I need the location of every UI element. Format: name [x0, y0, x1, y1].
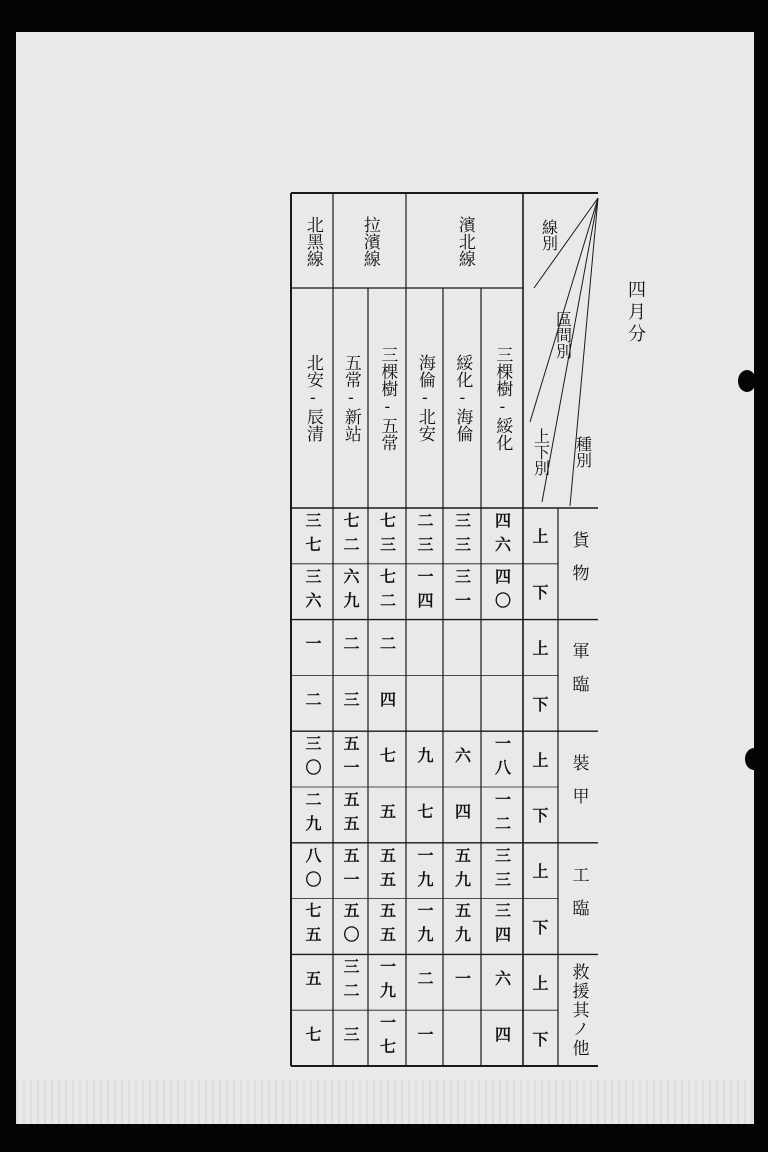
corner-line-label: 線別 [539, 219, 559, 251]
section-header: 綏化-海倫 [452, 354, 473, 442]
value-cell [443, 620, 481, 676]
value-cell: 五〇 [341, 902, 360, 951]
value-cell: 四〇 [492, 567, 512, 616]
corner-section-label: 區間別 [553, 311, 573, 359]
value-cell: 三六 [303, 567, 322, 616]
value-cell: 三一 [452, 567, 472, 616]
direction-cell: 下 [532, 583, 549, 603]
value-cell: 一八 [492, 735, 512, 784]
value-cell: 一二 [492, 790, 512, 839]
value-cell: 三 [341, 691, 360, 716]
value-cell: 二三 [415, 511, 434, 560]
value-cell: 三四 [492, 902, 512, 951]
section-header: 海倫-北安 [414, 354, 435, 442]
value-cell: 五九 [452, 902, 472, 951]
value-cell: 一 [415, 1026, 434, 1051]
value-cell: 一九 [415, 902, 434, 951]
value-cell: 七 [377, 747, 397, 772]
value-cell: 七 [303, 1026, 322, 1051]
value-cell: 四六 [492, 511, 512, 560]
value-cell: 四 [377, 691, 397, 716]
direction-cell: 下 [532, 694, 549, 714]
value-cell: 五九 [452, 846, 472, 895]
line-header: 拉濱線 [359, 215, 380, 267]
category-label: 軍臨 [568, 642, 589, 709]
section-header: 五常-新站 [340, 354, 361, 442]
value-cell: 七五 [303, 902, 322, 951]
value-cell: 五五 [341, 790, 360, 839]
binding-hole [745, 748, 763, 770]
value-cell: 五一 [341, 846, 360, 895]
value-cell: 一九 [377, 958, 397, 1007]
value-cell: 五五 [377, 846, 397, 895]
value-cell: 六九 [341, 567, 360, 616]
value-cell: 二 [377, 635, 397, 660]
value-cell: 五五 [377, 902, 397, 951]
direction-cell: 上 [532, 750, 549, 770]
value-cell: 三 [341, 1026, 360, 1051]
traffic-table [290, 192, 600, 1068]
direction-cell: 上 [532, 638, 549, 658]
value-cell: 一 [303, 635, 322, 660]
binding-hole [738, 370, 756, 392]
direction-cell: 下 [532, 1029, 549, 1049]
category-label: 救援其ノ他 [568, 962, 589, 1058]
value-cell: 五一 [341, 735, 360, 784]
value-cell: 五 [303, 970, 322, 995]
direction-cell: 下 [532, 806, 549, 826]
value-cell: 二 [303, 691, 322, 716]
value-cell: 四 [452, 802, 472, 827]
value-cell: 一四 [415, 567, 434, 616]
value-cell [443, 675, 481, 731]
value-cell [481, 675, 523, 731]
value-cell: 一九 [415, 846, 434, 895]
value-cell: 三三 [452, 511, 472, 560]
line-header: 北黑線 [302, 215, 323, 267]
value-cell: 三三 [492, 846, 512, 895]
value-cell [406, 620, 443, 676]
value-cell [406, 675, 443, 731]
corner-kind-label: 種別 [573, 436, 593, 468]
value-cell: 九 [415, 747, 434, 772]
value-cell: 七 [415, 802, 434, 827]
corner-direction-label: 上下別 [531, 428, 551, 476]
value-cell: 六 [452, 747, 472, 772]
value-cell: 七三 [377, 511, 397, 560]
line-header: 濱北線 [454, 215, 475, 267]
value-cell: 三二 [341, 958, 360, 1007]
value-cell: 三七 [303, 511, 322, 560]
value-cell: 四 [492, 1026, 512, 1051]
category-label: 裝甲 [568, 753, 589, 820]
direction-cell: 下 [532, 917, 549, 937]
direction-cell: 上 [532, 973, 549, 993]
section-header: 三棵樹-綏化 [492, 345, 513, 451]
category-label: 貨物 [568, 530, 589, 597]
value-cell: 五 [377, 802, 397, 827]
value-cell: 一 [452, 970, 472, 995]
direction-cell: 上 [532, 862, 549, 882]
category-label: 工臨 [568, 865, 589, 932]
value-cell [481, 620, 523, 676]
value-cell: 一七 [377, 1014, 397, 1063]
value-cell: 六 [492, 970, 512, 995]
value-cell: 七二 [377, 567, 397, 616]
value-cell [443, 1010, 481, 1066]
value-cell: 二 [415, 970, 434, 995]
value-cell: 二 [341, 635, 360, 660]
direction-cell: 上 [532, 527, 549, 547]
section-header: 三棵樹-五常 [377, 345, 398, 451]
section-header: 北安-辰清 [302, 354, 323, 442]
value-cell: 三〇 [303, 735, 322, 784]
value-cell: 二九 [303, 790, 322, 839]
value-cell: 八〇 [303, 846, 322, 895]
scan-noise [16, 1080, 754, 1124]
page-label: 四月分 [625, 280, 646, 346]
value-cell: 七二 [341, 511, 360, 560]
